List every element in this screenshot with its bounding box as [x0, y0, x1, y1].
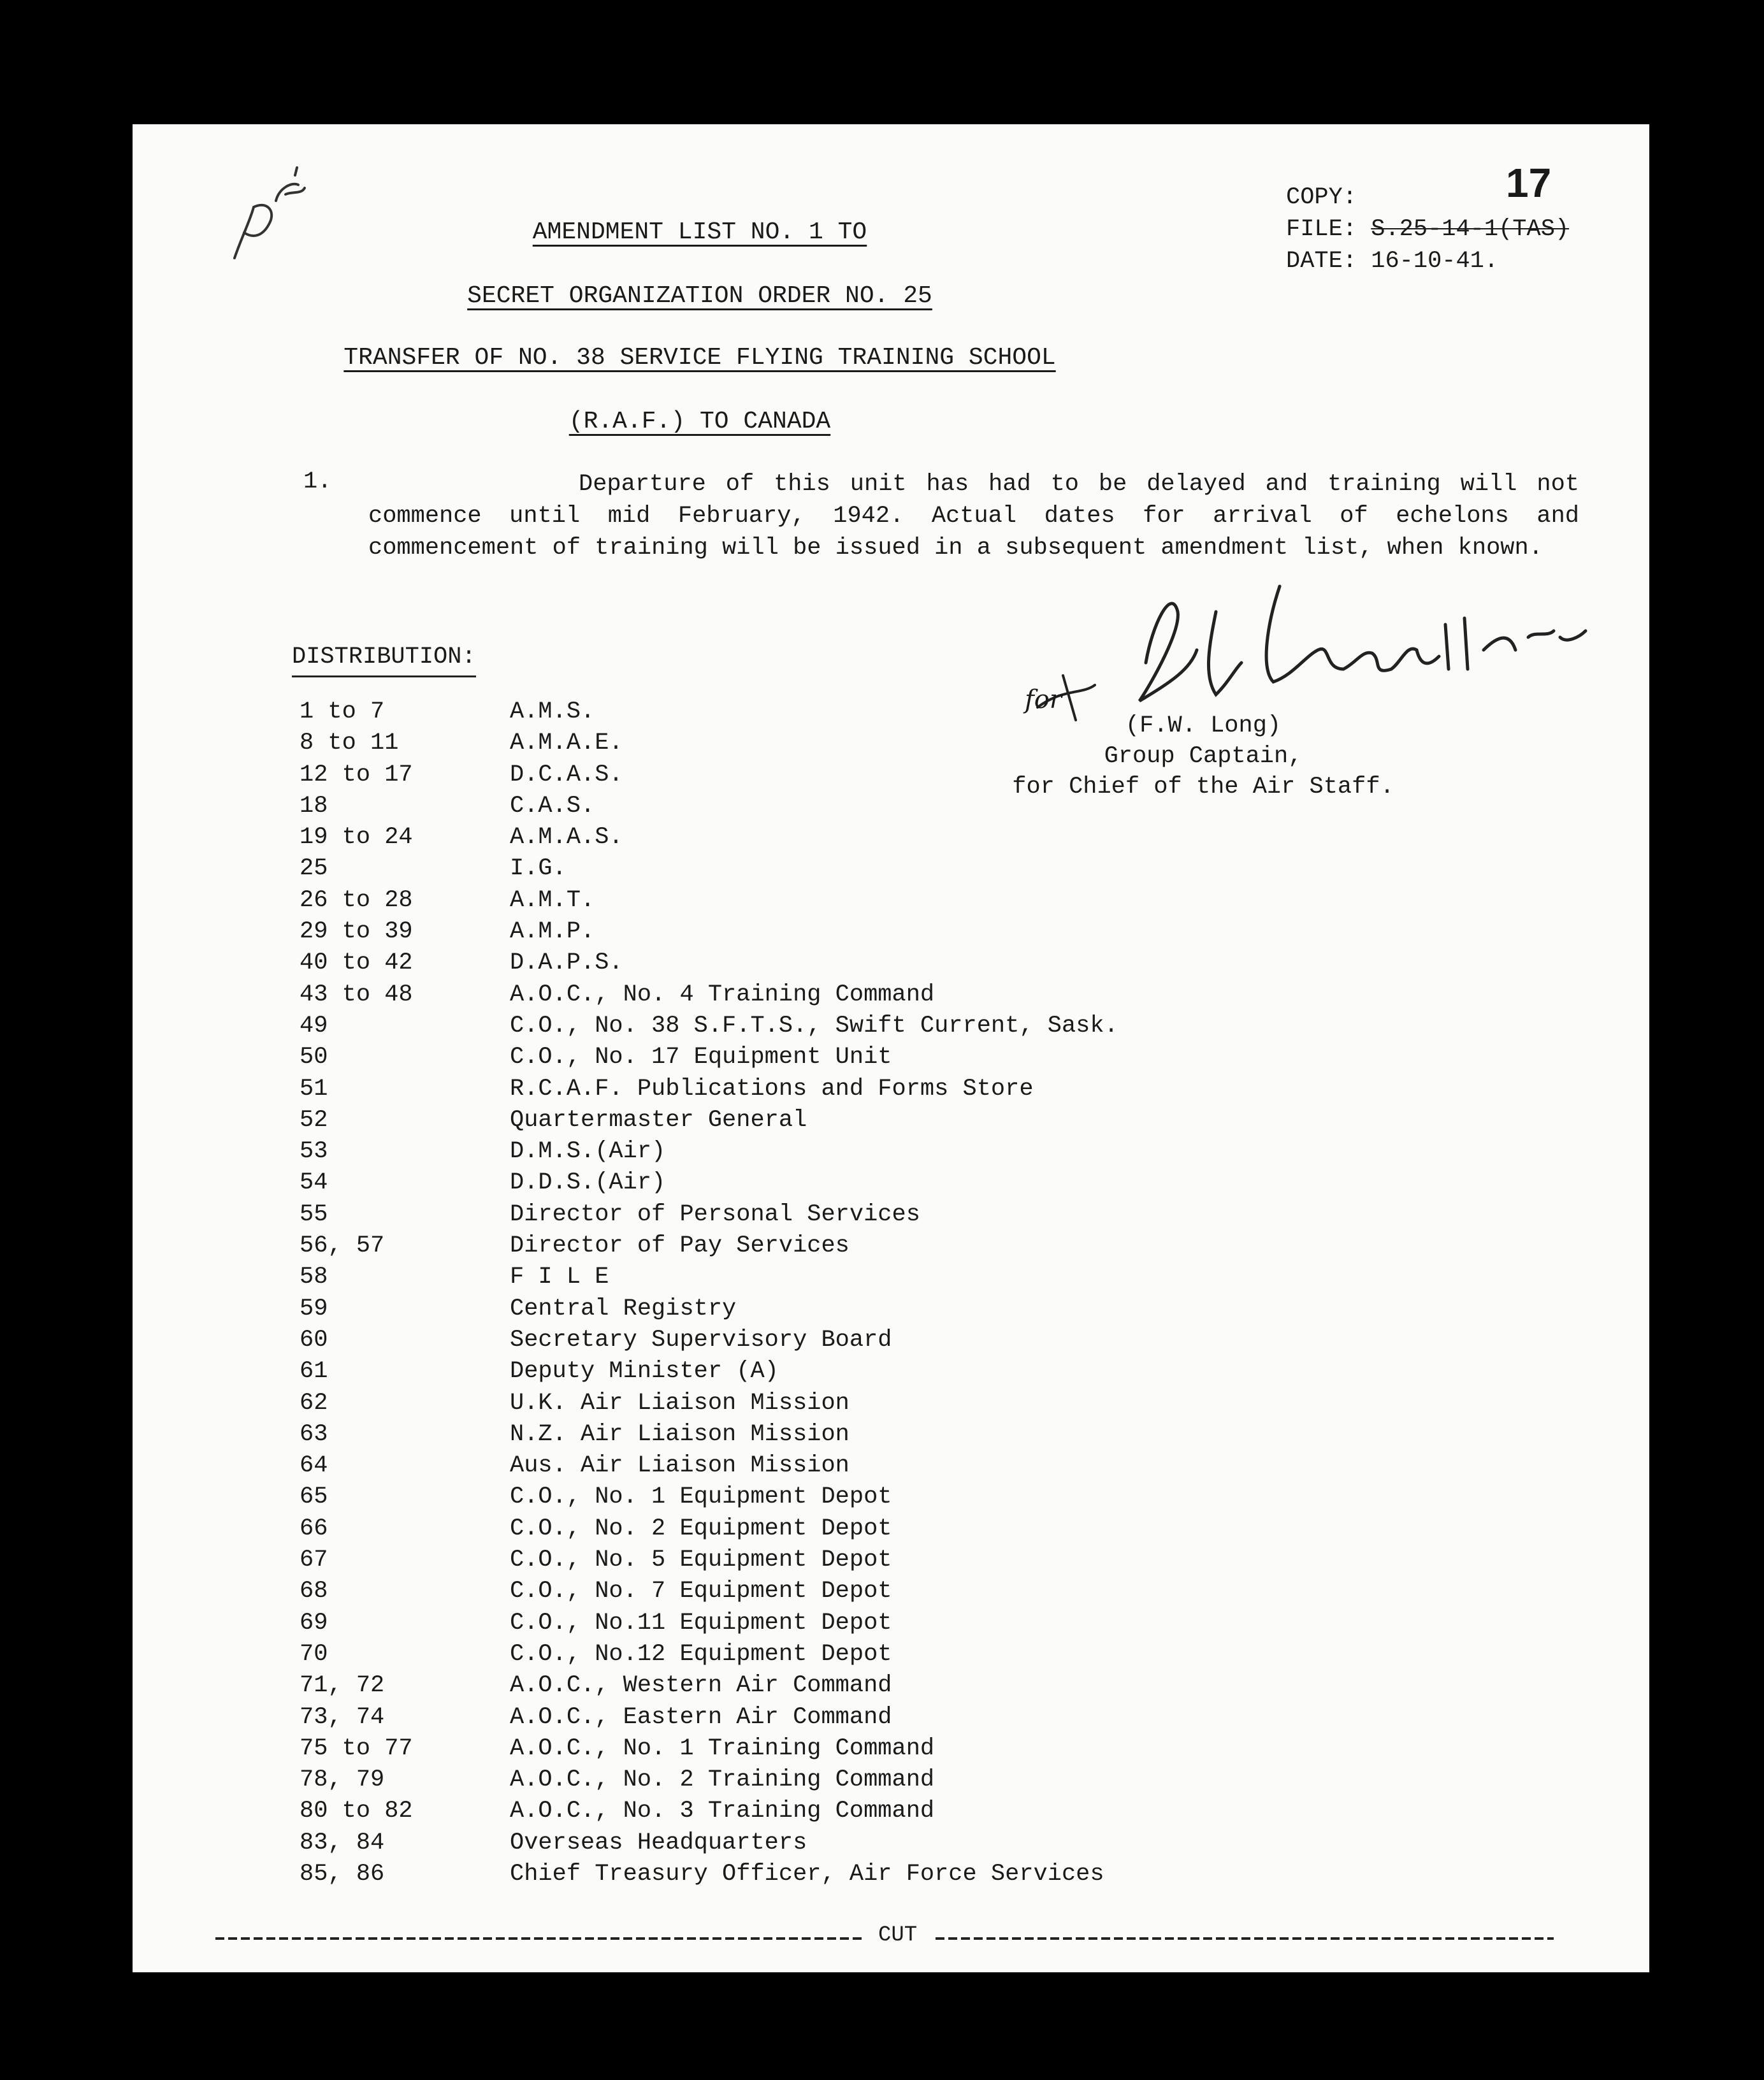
distribution-recipient: C.O., No.12 Equipment Depot: [510, 1640, 892, 1668]
distribution-copies: 63: [300, 1420, 328, 1448]
cut-line-dash-right: [936, 1937, 1554, 1940]
distribution-copies: 80 to 82: [300, 1798, 413, 1825]
distribution-recipient: A.O.C., No. 3 Training Command: [510, 1798, 935, 1825]
distribution-copies: 18: [300, 792, 328, 820]
distribution-copies: 78, 79: [300, 1766, 385, 1794]
distribution-copies: 54: [300, 1169, 328, 1197]
distribution-recipient: D.M.S.(Air): [510, 1138, 666, 1166]
distribution-copies: 50: [300, 1044, 328, 1071]
distribution-copies: 68: [300, 1578, 328, 1605]
distribution-copies: 12 to 17: [300, 761, 413, 788]
distribution-copies: 1 to 7: [300, 698, 385, 725]
distribution-recipient: A.M.A.S.: [510, 824, 623, 851]
distribution-copies: 55: [300, 1201, 328, 1228]
title-line-4: (R.A.F.) TO CANADA: [568, 408, 831, 435]
paragraph-text: Departure of this unit has had to be delayed and training will not commence until mid February, 1942. Actual dates for arrival of echelons and commencement of training will be issued in a subsequent amendment list, when known.: [368, 471, 1579, 561]
distribution-copies: 62: [300, 1389, 328, 1417]
page-number: 17: [1506, 160, 1552, 206]
paragraph-body: [368, 468, 1579, 564]
distribution-recipient: C.O., No.11 Equipment Depot: [510, 1609, 892, 1636]
copy-label: COPY:: [1286, 184, 1357, 211]
signatory-role: for Chief of the Air Staff.: [1012, 774, 1394, 800]
distribution-recipient: C.O., No. 1 Equipment Depot: [510, 1484, 892, 1511]
distribution-recipient: A.M.T.: [510, 886, 595, 914]
distribution-recipient: A.O.C., No. 2 Training Command: [510, 1766, 935, 1794]
handwritten-note-mark: [215, 162, 317, 264]
distribution-copies: 85, 86: [300, 1860, 385, 1888]
distribution-copies: 66: [300, 1515, 328, 1542]
distribution-recipient: I.G.: [510, 855, 567, 883]
signatory-rank: Group Captain,: [1104, 743, 1303, 770]
cut-line-dash-left: [215, 1937, 865, 1940]
distribution-copies: 75 to 77: [300, 1735, 413, 1762]
distribution-recipient: A.M.P.: [510, 918, 595, 946]
signatory-name: (F.W. Long): [1125, 712, 1282, 739]
distribution-copies: 51: [300, 1075, 328, 1102]
distribution-recipient: Quartermaster General: [510, 1106, 807, 1134]
distribution-recipient: Central Registry: [510, 1295, 737, 1322]
distribution-recipient: C.O., No. 17 Equipment Unit: [510, 1044, 892, 1071]
distribution-recipient: A.M.S.: [510, 698, 595, 725]
date-label: DATE:: [1286, 248, 1357, 275]
distribution-copies: 65: [300, 1484, 328, 1511]
distribution-recipient: A.O.C., Western Air Command: [510, 1672, 892, 1700]
distribution-recipient: Chief Treasury Officer, Air Force Services: [510, 1860, 1104, 1888]
distribution-recipient: Director of Personal Services: [510, 1201, 920, 1228]
distribution-copies: 25: [300, 855, 328, 883]
distribution-copies: 8 to 11: [300, 730, 399, 757]
distribution-recipient: U.K. Air Liaison Mission: [510, 1389, 849, 1417]
signature-block: [980, 711, 1426, 802]
distribution-recipient: D.A.P.S.: [510, 950, 623, 977]
distribution-recipient: A.M.A.E.: [510, 730, 623, 757]
distribution-copies: 67: [300, 1547, 328, 1574]
distribution-recipient: C.O., No. 38 S.F.T.S., Swift Current, Sask.: [510, 1012, 1118, 1039]
distribution-recipient: A.O.C., Eastern Air Command: [510, 1703, 892, 1731]
distribution-copies: 49: [300, 1012, 328, 1039]
distribution-recipient: D.D.S.(Air): [510, 1169, 666, 1197]
cut-line: [215, 1923, 1554, 1949]
distribution-copies: 52: [300, 1106, 328, 1134]
signature-prefix: for: [1025, 685, 1062, 714]
file-value: S.25-14-1(TAS): [1371, 216, 1570, 243]
distribution-recipient: R.C.A.F. Publications and Forms Store: [510, 1075, 1034, 1102]
distribution-recipient: C.O., No. 2 Equipment Depot: [510, 1515, 892, 1542]
date-reference: [1286, 245, 1569, 277]
distribution-heading: DISTRIBUTION:: [292, 644, 476, 670]
handwritten-signature: [1025, 574, 1598, 733]
distribution-copies: 60: [300, 1326, 328, 1354]
distribution-recipient: Aus. Air Liaison Mission: [510, 1452, 849, 1480]
title-line-2: SECRET ORGANIZATION ORDER NO. 25: [467, 282, 932, 310]
distribution-recipient: C.O., No. 7 Equipment Depot: [510, 1578, 892, 1605]
paragraph-number: 1.: [303, 468, 332, 495]
distribution-recipient: C.O., No. 5 Equipment Depot: [510, 1547, 892, 1574]
distribution-copies: 43 to 48: [300, 981, 413, 1008]
distribution-copies: 58: [300, 1264, 328, 1291]
distribution-recipient: D.C.A.S.: [510, 761, 623, 788]
distribution-recipient: Overseas Headquarters: [510, 1829, 807, 1856]
title-line-1: AMENDMENT LIST NO. 1 TO: [532, 219, 867, 246]
distribution-recipient: C.A.S.: [510, 792, 595, 820]
distribution-copies: 40 to 42: [300, 950, 413, 977]
distribution-copies: 83, 84: [300, 1829, 385, 1856]
distribution-copies: 26 to 28: [300, 886, 413, 914]
distribution-copies: 69: [300, 1609, 328, 1636]
distribution-recipient: F I L E: [510, 1264, 609, 1291]
distribution-copies: 29 to 39: [300, 918, 413, 946]
distribution-copies: 19 to 24: [300, 824, 413, 851]
cut-label: CUT: [878, 1923, 918, 1947]
distribution-copies: 59: [300, 1295, 328, 1322]
distribution-recipient: N.Z. Air Liaison Mission: [510, 1420, 849, 1448]
title-line-3: TRANSFER OF NO. 38 SERVICE FLYING TRAINING SCHOOL: [343, 344, 1056, 372]
distribution-copies: 71, 72: [300, 1672, 385, 1700]
distribution-recipient: A.O.C., No. 4 Training Command: [510, 981, 935, 1008]
distribution-copies: 56, 57: [300, 1232, 385, 1260]
date-value: 16-10-41.: [1371, 248, 1499, 275]
file-label: FILE:: [1286, 216, 1357, 243]
distribution-recipient: A.O.C., No. 1 Training Command: [510, 1735, 935, 1762]
document-page: [133, 124, 1649, 1972]
distribution-copies: 64: [300, 1452, 328, 1480]
distribution-recipient: Director of Pay Services: [510, 1232, 849, 1260]
distribution-copies: 61: [300, 1358, 328, 1385]
distribution-copies: 53: [300, 1138, 328, 1166]
distribution-recipient: Secretary Supervisory Board: [510, 1326, 892, 1354]
distribution-copies: 73, 74: [300, 1703, 385, 1731]
distribution-recipient: Deputy Minister (A): [510, 1358, 779, 1385]
distribution-copies: 70: [300, 1640, 328, 1668]
